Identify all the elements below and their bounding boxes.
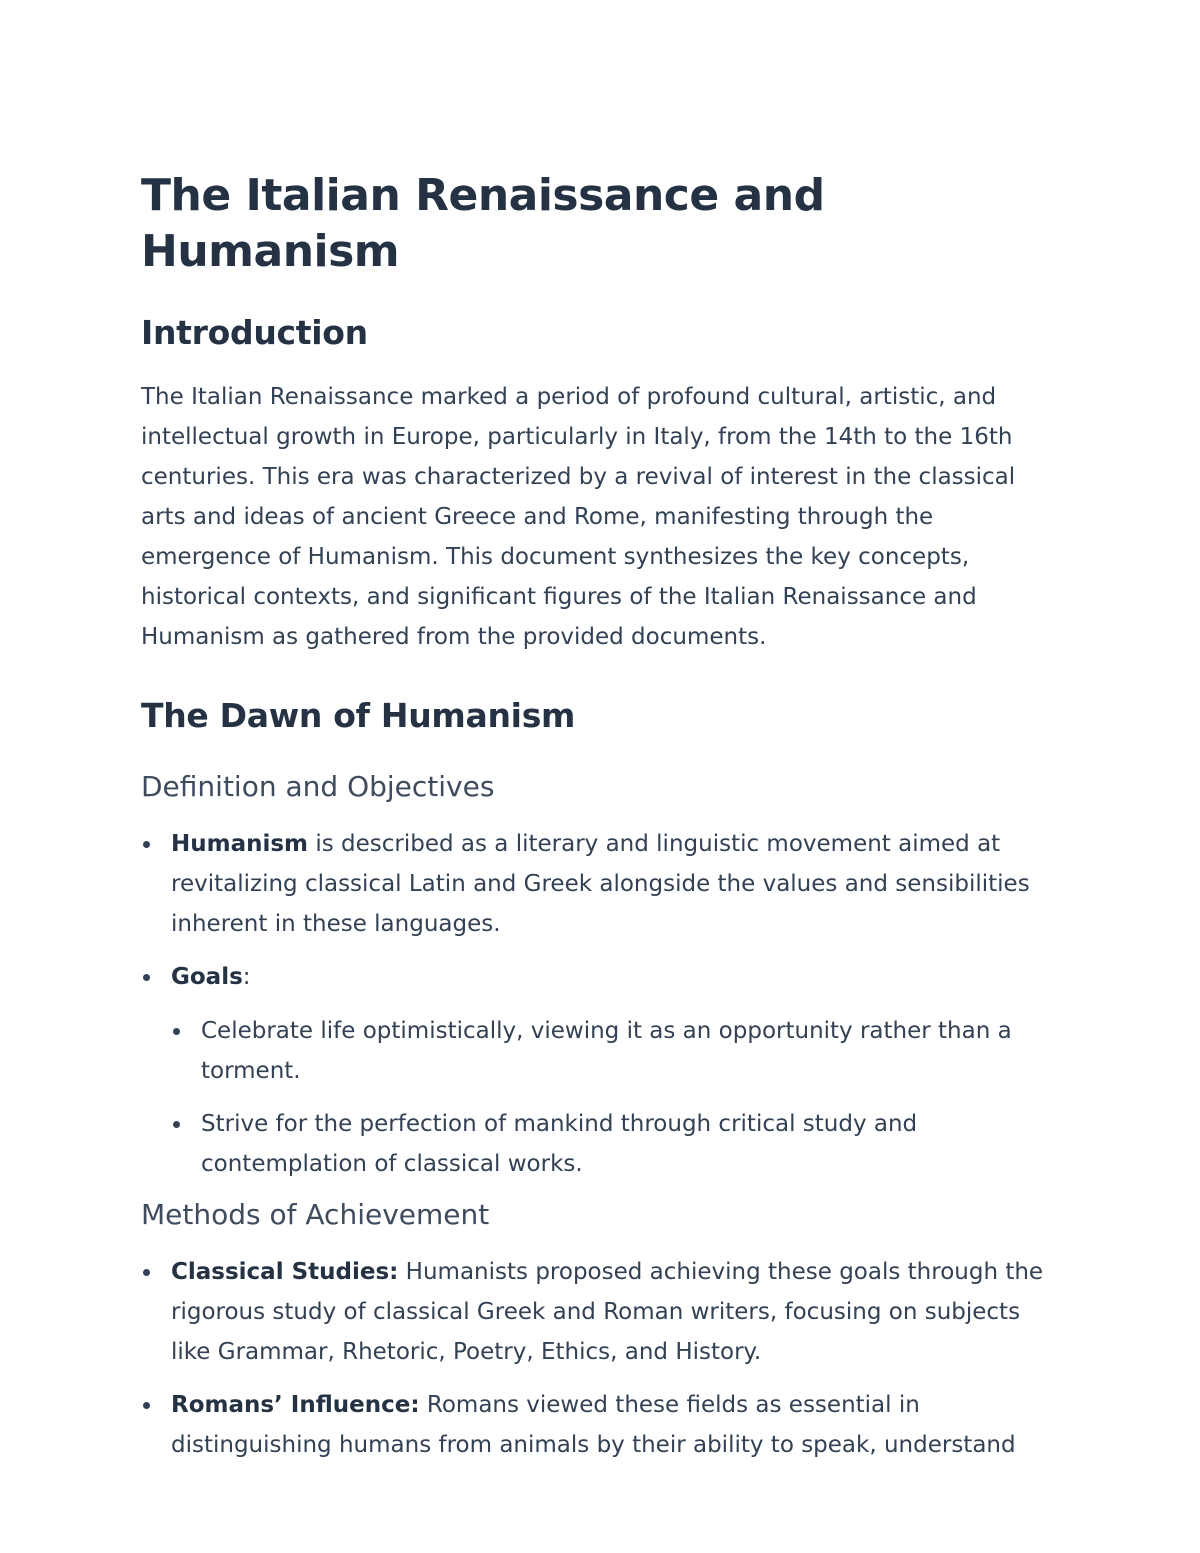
method-text: Romans viewed these fields as essential in distinguishing humans from animals by their ability to speak, understand [171, 1392, 1016, 1458]
method-text: Humanists proposed achieving these goals through the rigorous study of classical Greek and Roman writers, focusing on subjects like Grammar, Rhetoric, Poetry, Ethics, and History. [171, 1259, 1044, 1365]
humanism-term: Humanism [171, 831, 309, 857]
definition-list [141, 824, 1066, 1184]
method-item [141, 1385, 1066, 1465]
bullet-icon [143, 841, 150, 848]
list-item-humanism [141, 824, 1066, 944]
goal-item [171, 1011, 1066, 1091]
document-title: The Italian Renaissance and Humanism [141, 170, 825, 277]
method-term: Classical Studies: [171, 1259, 399, 1285]
bullet-icon [173, 1121, 180, 1128]
goals-colon: : [242, 964, 251, 990]
bullet-icon [143, 974, 150, 981]
bullet-icon [173, 1028, 180, 1035]
goals-list [171, 1011, 1066, 1184]
introduction-paragraph: The Italian Renaissance marked a period of profound cultural, artistic, and intellectual growth in Europe, particularly in Italy, from the 14th to the 16th centuries. This era was characterized by a revival of interest in the classical arts and ideas of ancient Greece and Rome, manifesting through the emergence of Humanism. This document synthesizes the key concepts, historical contexts, and significant figures of the Italian Renaissance and Humanism as gathered from the provided documents. [141, 384, 1016, 650]
bullet-icon [143, 1402, 150, 1409]
dawn-of-humanism-heading: The Dawn of Humanism [141, 696, 576, 735]
methods-list [141, 1252, 1066, 1465]
bullet-icon [143, 1269, 150, 1276]
method-item [141, 1252, 1066, 1372]
definition-objectives-heading: Definition and Objectives [141, 770, 495, 803]
document-page [141, 168, 1066, 1478]
introduction-heading: Introduction [141, 313, 368, 352]
goal-item [171, 1104, 1066, 1184]
goal-text: Strive for the perfection of mankind through critical study and contemplation of classical works. [201, 1111, 918, 1177]
humanism-description: is described as a literary and linguistic movement aimed at revitalizing classical Latin and Greek alongside the values and sensibilities inherent in these languages. [171, 831, 1030, 937]
goal-text: Celebrate life optimistically, viewing it as an opportunity rather than a torment. [201, 1018, 1012, 1084]
method-term: Romans’ Influence: [171, 1392, 420, 1418]
list-item-goals [141, 957, 1066, 1184]
methods-heading: Methods of Achievement [141, 1198, 490, 1231]
goals-label: Goals [171, 964, 243, 990]
